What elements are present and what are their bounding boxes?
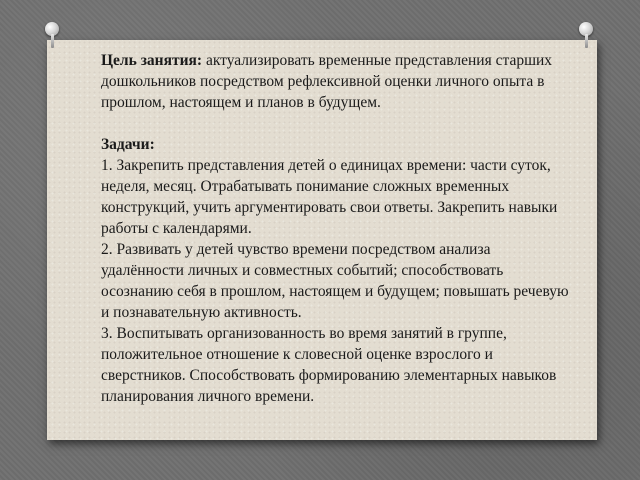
- task-item-3: 3. Воспитывать организованность во время занятий в группе, положительное отношение к словесной оценке взрослого и сверстников. Способствовать формированию элементарных навыков планирования личного времени.: [101, 325, 557, 405]
- tasks-heading: Задачи:: [101, 136, 155, 153]
- goal-text: актуализировать временные представления старших дошкольников посредством рефлексивной оценки личного опыта в прошлом, настоящем и планов в будущем.: [101, 52, 553, 111]
- goal-label: Цель занятия:: [101, 52, 203, 69]
- goal-paragraph: [101, 50, 571, 113]
- task-item-2: 2. Развивать у детей чувство времени посредством анализа удалённости личных и совместных событий; способствовать осознанию себя в прошлом, настоящем и будущем; повышать речевую и познавательную активность.: [101, 241, 569, 321]
- slide-content: [101, 50, 571, 407]
- pushpin-icon: [44, 22, 60, 48]
- pushpin-icon: [578, 22, 594, 48]
- task-item-1: 1. Закрепить представления детей о единицах времени: части суток, неделя, месяц. Отрабатывать понимание сложных временных конструкций, учить аргументировать свои ответы. Закрепить навыки работы с календарями.: [101, 157, 558, 237]
